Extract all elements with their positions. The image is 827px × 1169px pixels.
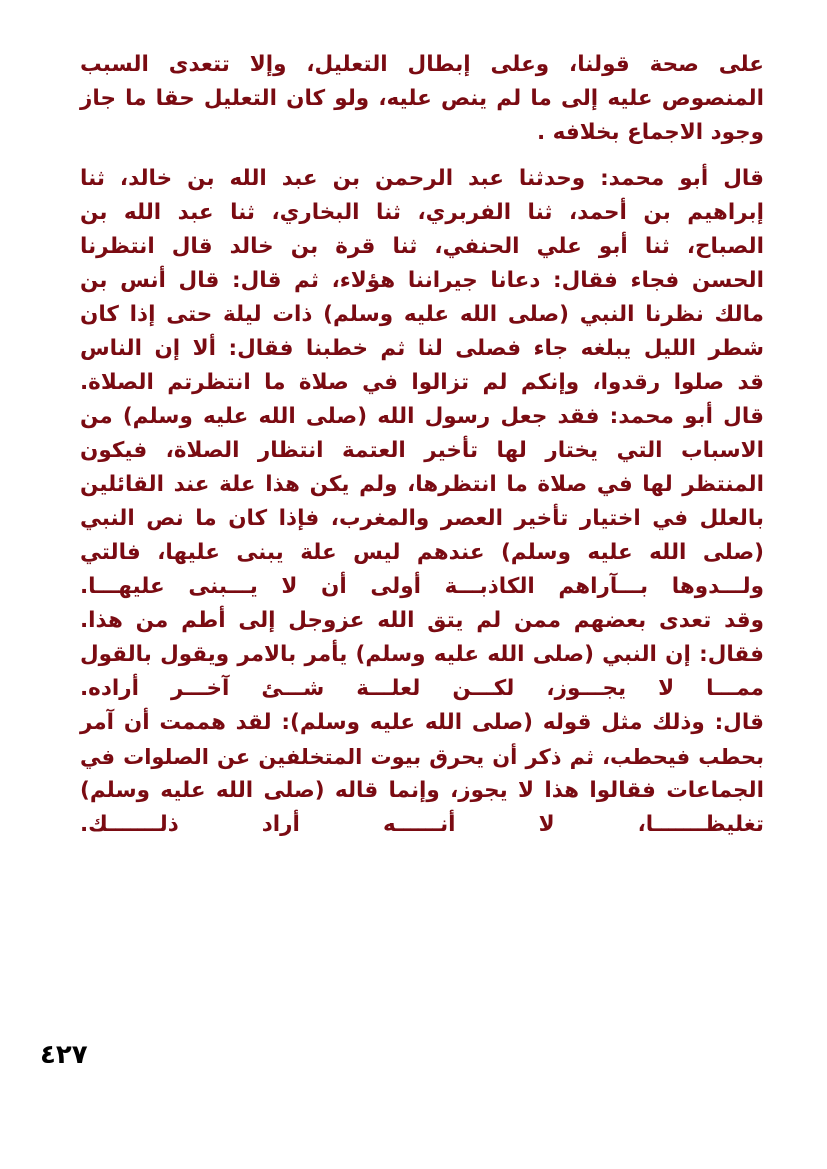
paragraph-2 xyxy=(80,162,764,400)
text-line: فقال: إن النبي (صلى الله عليه وسلم) يأمر بالامر ويقول بالقول xyxy=(80,642,764,667)
paragraph-1 xyxy=(80,48,764,150)
text-line: قال أبو محمد: فقد جعل رسول الله (صلى الله عليه وسلم) من xyxy=(80,404,764,429)
text-line: على صحة قولنا، وعلى إبطال التعليل، وإلا تتعدى السبب xyxy=(80,52,764,77)
text-line: إبراهيم بن أحمد، ثنا الفربري، ثنا البخاري، ثنا عبد الله بن xyxy=(80,200,764,225)
text-line: المنتظر لها في صلاة ما انتظرها، ولم يكن هذا علة عند القائلين xyxy=(80,472,764,497)
text-line: الصباح، ثنا أبو علي الحنفي، ثنا قرة بن خالد قال انتظرنا xyxy=(80,234,764,259)
text-line: قد صلوا رقدوا، وإنكم لم تزالوا في صلاة ما انتظرتم الصلاة. xyxy=(80,370,764,395)
text-line: ولـــدوها بـــآراهم الكاذبـــة أولى أن لا يـــبنى عليهـــا. xyxy=(80,574,764,599)
text-line: المنصوص عليه إلى ما لم ينص عليه، ولو كان التعليل حقا ما جاز xyxy=(80,86,764,111)
text-line: الجماعات فقالوا هذا لا يجوز، وإنما قاله (صلى الله عليه وسلم) xyxy=(80,778,764,803)
text-line: شطر الليل يبلغه جاء فصلى لنا ثم خطبنا فقال: ألا إن الناس xyxy=(80,336,764,361)
text-line: ممـــا لا يجـــوز، لكـــن لعلـــة شـــئ آخـــر أراده. xyxy=(80,676,764,701)
text-line: وجود الاجماع بخلافه . xyxy=(536,120,764,145)
text-line: تغليظـــــــا، لا أنــــــه أراد ذلـــــــك. xyxy=(80,812,764,837)
paragraph-3 xyxy=(80,400,764,604)
text-line: قال أبو محمد: وحدثنا عبد الرحمن بن عبد الله بن خالد، ثنا xyxy=(80,166,764,191)
text-line: الحسن فجاء فقال: دعانا جيراننا هؤلاء، ثم قال: قال أنس بن xyxy=(80,268,764,293)
page-number: ٤٢٧ xyxy=(40,1040,88,1070)
page-body-text xyxy=(80,48,764,842)
text-line: وقد تعدى بعضهم ممن لم يتق الله عزوجل إلى أطم من هذا. xyxy=(80,608,764,633)
text-line: بالعلل في اختيار تأخير العصر والمغرب، فإذا كان ما نص النبي xyxy=(80,506,764,531)
paragraph-6 xyxy=(80,706,764,842)
text-line: الاسباب التي يختار لها تأخير العتمة انتظار الصلاة، فيكون xyxy=(80,438,764,463)
paragraph-4 xyxy=(80,604,764,638)
text-line: بحطب فيحطب، ثم ذكر أن يحرق بيوت المتخلفين عن الصلوات في xyxy=(80,745,764,769)
paragraph-5 xyxy=(80,638,764,706)
text-line: قال: وذلك مثل قوله (صلى الله عليه وسلم): لقد هممت أن آمر xyxy=(80,710,764,735)
text-line: (صلى الله عليه وسلم) عندهم ليس علة يبنى عليها، فالتي xyxy=(80,540,764,565)
text-line: مالك نظرنا النبي (صلى الله عليه وسلم) ذات ليلة حتى إذا كان xyxy=(80,302,764,327)
